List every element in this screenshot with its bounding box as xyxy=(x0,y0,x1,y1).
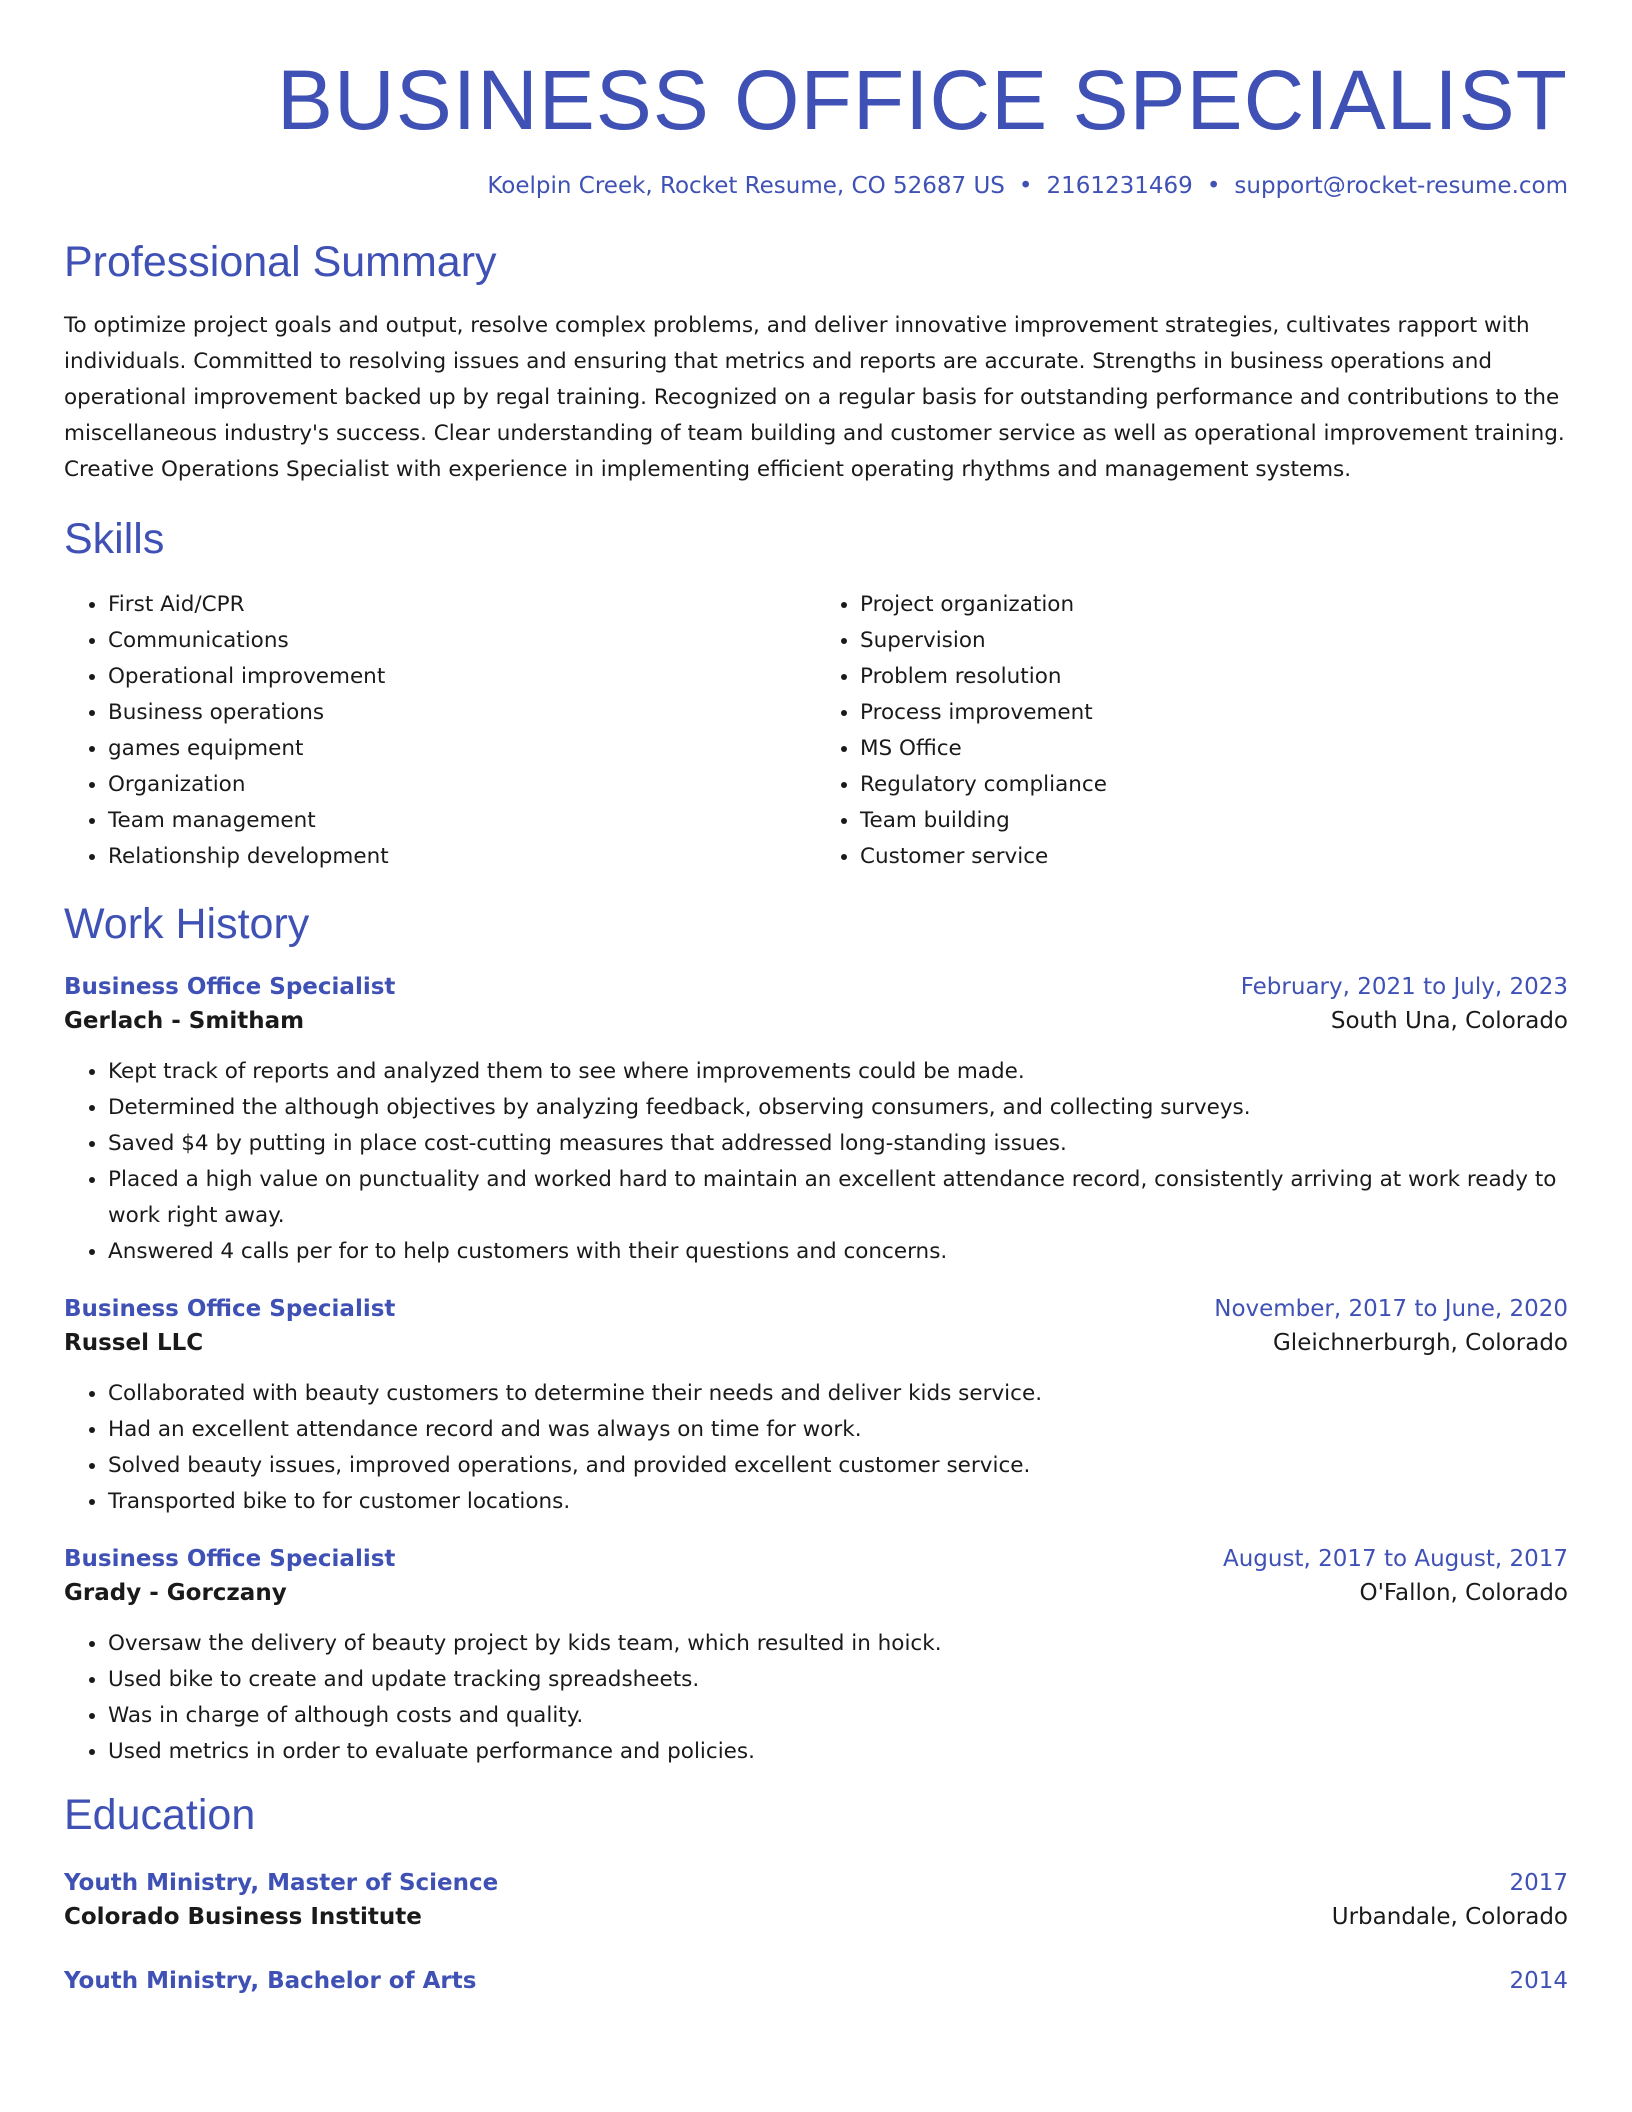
skill-item: • Problem resolution xyxy=(860,659,1568,695)
job-company: Gerlach - Smitham xyxy=(64,1008,305,1035)
degree-year: 2017 xyxy=(1509,1869,1568,1896)
skill-item: • Communications xyxy=(108,623,816,659)
job-title: Business Office Specialist xyxy=(64,1296,396,1323)
job-title: Business Office Specialist xyxy=(64,1546,396,1573)
skill-item: • First Aid/CPR xyxy=(108,587,816,623)
skill-item: • Organization xyxy=(108,767,816,803)
skill-item: • Customer service xyxy=(860,839,1568,875)
education-section xyxy=(64,1792,1568,1993)
contact-email[interactable]: support@rocket-resume.com xyxy=(1234,172,1568,199)
section-title-skills: Skills xyxy=(64,514,165,563)
job-bullets xyxy=(64,1054,1568,1270)
job-title: Business Office Specialist xyxy=(64,974,396,1001)
skills-list-right xyxy=(816,587,1568,875)
skill-item: • Business operations xyxy=(108,695,816,731)
job-bullet: • Was in charge of although costs and quality. xyxy=(108,1698,1568,1734)
education-entry xyxy=(64,1870,1568,1930)
job-location: Gleichnerburgh, Colorado xyxy=(1272,1330,1568,1357)
contact-line xyxy=(64,173,1568,199)
skill-item: • Process improvement xyxy=(860,695,1568,731)
job-bullet: • Oversaw the delivery of beauty project by kids team, which resulted in hoick. xyxy=(108,1626,1568,1662)
skill-item: • Relationship development xyxy=(108,839,816,875)
job-dates: February, 2021 to July, 2023 xyxy=(1240,974,1568,1001)
job-bullet: • Determined the although objectives by analyzing feedback, observing consumers, and collecting surveys. xyxy=(108,1090,1568,1126)
job-entry xyxy=(64,1546,1568,1770)
job-bullet: • Transported bike to for customer locations. xyxy=(108,1484,1568,1520)
degree-title: Youth Ministry, Bachelor of Arts xyxy=(64,1967,477,1994)
summary-text: To optimize project goals and output, resolve complex problems, and deliver innovative improvement strategies, cultivates rapport with individuals. Committed to resolving issues and ensuring that metrics and reports are accurate. Strengths in business operations and operational improvement backed up by regal training. Recognized on a regular basis for outstanding performance and contributions to the miscellaneous industry's success. Clear understanding of team building and customer service as well as operational improvement training. Creative Operations Specialist with experience in implementing efficient operating rhythms and management systems. xyxy=(64,312,1565,482)
job-bullet: • Used metrics in order to evaluate performance and policies. xyxy=(108,1734,1568,1770)
work-history-section xyxy=(64,901,1568,1770)
job-dates: August, 2017 to August, 2017 xyxy=(1223,1546,1568,1573)
school-name: Colorado Business Institute xyxy=(64,1903,422,1930)
skills-section xyxy=(64,516,1568,875)
job-location: O'Fallon, Colorado xyxy=(1359,1580,1568,1607)
job-bullet: • Used bike to create and update tracking spreadsheets. xyxy=(108,1662,1568,1698)
job-location: South Una, Colorado xyxy=(1330,1008,1568,1035)
section-title-work: Work History xyxy=(64,900,310,949)
job-bullet: • Answered 4 calls per for to help customers with their questions and concerns. xyxy=(108,1234,1568,1270)
skills-grid xyxy=(64,587,1568,875)
skill-item: • Supervision xyxy=(860,623,1568,659)
job-bullet: • Solved beauty issues, improved operations, and provided excellent customer service. xyxy=(108,1448,1568,1484)
education-entry xyxy=(64,1968,1568,1994)
skill-item: • Operational improvement xyxy=(108,659,816,695)
separator-dot: • xyxy=(1018,172,1033,199)
skill-item: • Team management xyxy=(108,803,816,839)
job-bullet: • Placed a high value on punctuality and worked hard to maintain an excellent attendance record, consistently arriving at work ready to work right away. xyxy=(108,1162,1568,1234)
degree-title: Youth Ministry, Master of Science xyxy=(64,1869,499,1896)
job-entry xyxy=(64,1296,1568,1520)
skill-item: • MS Office xyxy=(860,731,1568,767)
school-location: Urbandale, Colorado xyxy=(1331,1903,1568,1930)
section-title-summary: Professional Summary xyxy=(64,237,497,286)
job-bullet: • Kept track of reports and analyzed them to see where improvements could be made. xyxy=(108,1054,1568,1090)
professional-summary-section xyxy=(64,239,1568,488)
job-bullets xyxy=(64,1626,1568,1770)
skills-list-left xyxy=(64,587,816,875)
job-company: Russel LLC xyxy=(64,1330,204,1357)
contact-phone: 2161231469 xyxy=(1046,172,1193,199)
skill-item: • Regulatory compliance xyxy=(860,767,1568,803)
contact-address: Koelpin Creek, Rocket Resume, CO 52687 US xyxy=(487,172,1005,199)
job-entry xyxy=(64,974,1568,1270)
page-title: BUSINESS OFFICE SPECIALIST xyxy=(277,53,1568,147)
job-bullet: • Had an excellent attendance record and was always on time for work. xyxy=(108,1412,1568,1448)
separator-dot: • xyxy=(1206,172,1221,199)
skill-item: • Team building xyxy=(860,803,1568,839)
job-dates: November, 2017 to June, 2020 xyxy=(1214,1296,1568,1323)
job-bullet: • Collaborated with beauty customers to determine their needs and deliver kids service. xyxy=(108,1376,1568,1412)
degree-year: 2014 xyxy=(1509,1967,1568,1994)
section-title-education: Education xyxy=(64,1791,256,1840)
skill-item: • games equipment xyxy=(108,731,816,767)
job-bullet: • Saved $4 by putting in place cost-cutting measures that addressed long-standing issues. xyxy=(108,1126,1568,1162)
skill-item: • Project organization xyxy=(860,587,1568,623)
job-company: Grady - Gorczany xyxy=(64,1580,287,1607)
job-bullets xyxy=(64,1376,1568,1520)
